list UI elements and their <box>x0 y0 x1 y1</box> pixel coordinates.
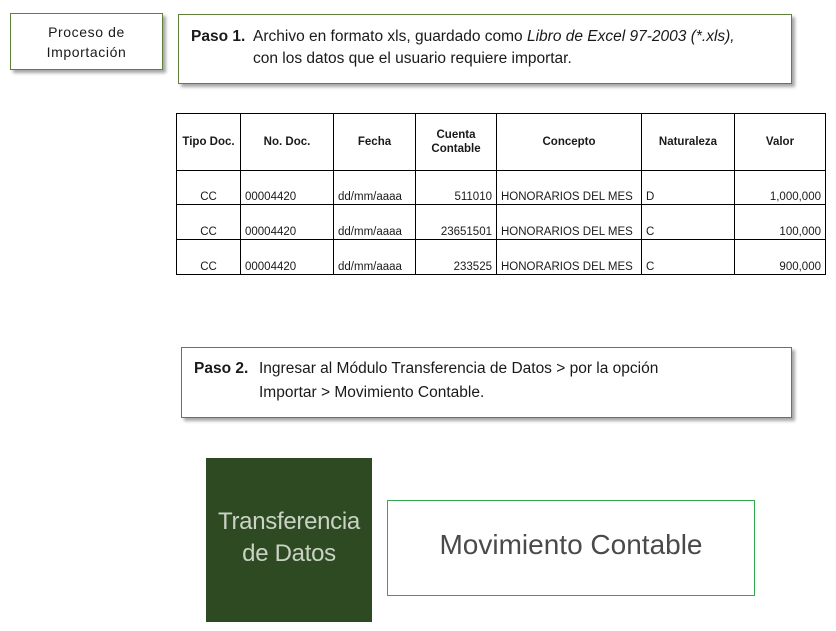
table-cell: CC <box>177 205 241 240</box>
module-tile-line1: Transferencia <box>218 508 360 535</box>
step1-number: Paso 1. <box>191 28 246 45</box>
table-cell: C <box>642 205 735 240</box>
table-cell: 100,000 <box>735 205 826 240</box>
table-header-cell: No. Doc. <box>241 114 334 171</box>
step2-line2: Importar > Movimiento Contable. <box>259 384 485 401</box>
step1-text-after: con los datos que el usuario requiere importar. <box>253 50 572 67</box>
table-header-cell: Cuenta Contable <box>416 114 497 171</box>
table-row <box>177 240 826 275</box>
module-tile-line2: de Datos <box>242 540 336 567</box>
step1-text-italic: Libro de Excel 97-2003 (*.xls), <box>526 28 735 45</box>
table-cell: 00004420 <box>241 171 334 205</box>
table-header-row <box>177 114 826 171</box>
table-cell: dd/mm/aaaa <box>334 240 416 275</box>
table-cell: HONORARIOS DEL MES <box>497 171 642 205</box>
step1-text-before: Archivo en formato xls, guardado como <box>253 28 527 45</box>
sample-data-table <box>176 113 826 275</box>
table-cell: 900,000 <box>735 240 826 275</box>
table-cell: 23651501 <box>416 205 497 240</box>
step2-number: Paso 2. <box>194 360 249 377</box>
table-cell: D <box>642 171 735 205</box>
process-label-line1: Proceso de <box>48 24 125 40</box>
table-header-cell: Fecha <box>334 114 416 171</box>
table-cell: 00004420 <box>241 240 334 275</box>
table-header-cell: Tipo Doc. <box>177 114 241 171</box>
table-cell: 1,000,000 <box>735 171 826 205</box>
step2-text <box>259 357 779 405</box>
table-header-cell: Concepto <box>497 114 642 171</box>
module-tile-transferencia-de-datos[interactable] <box>206 458 372 622</box>
step1-text <box>253 26 779 70</box>
step2-box <box>181 347 792 418</box>
movimiento-contable-button[interactable] <box>387 500 755 596</box>
table-cell: dd/mm/aaaa <box>334 205 416 240</box>
table-cell: HONORARIOS DEL MES <box>497 240 642 275</box>
table-cell: CC <box>177 240 241 275</box>
table-cell: dd/mm/aaaa <box>334 171 416 205</box>
table-row <box>177 205 826 240</box>
step2-line1: Ingresar al Módulo Transferencia de Datos > por la opción <box>259 360 659 377</box>
table-cell: C <box>642 240 735 275</box>
process-label-line2: Importación <box>46 44 127 60</box>
table-row <box>177 171 826 205</box>
table-cell: 511010 <box>416 171 497 205</box>
step1-box <box>178 14 792 84</box>
table-cell: HONORARIOS DEL MES <box>497 205 642 240</box>
table-cell: 233525 <box>416 240 497 275</box>
table-header-cell: Naturaleza <box>642 114 735 171</box>
table-cell: CC <box>177 171 241 205</box>
movimiento-contable-label: Movimiento Contable <box>439 529 703 560</box>
process-label-box <box>10 13 163 70</box>
table-cell: 00004420 <box>241 205 334 240</box>
table-header-cell: Valor <box>735 114 826 171</box>
